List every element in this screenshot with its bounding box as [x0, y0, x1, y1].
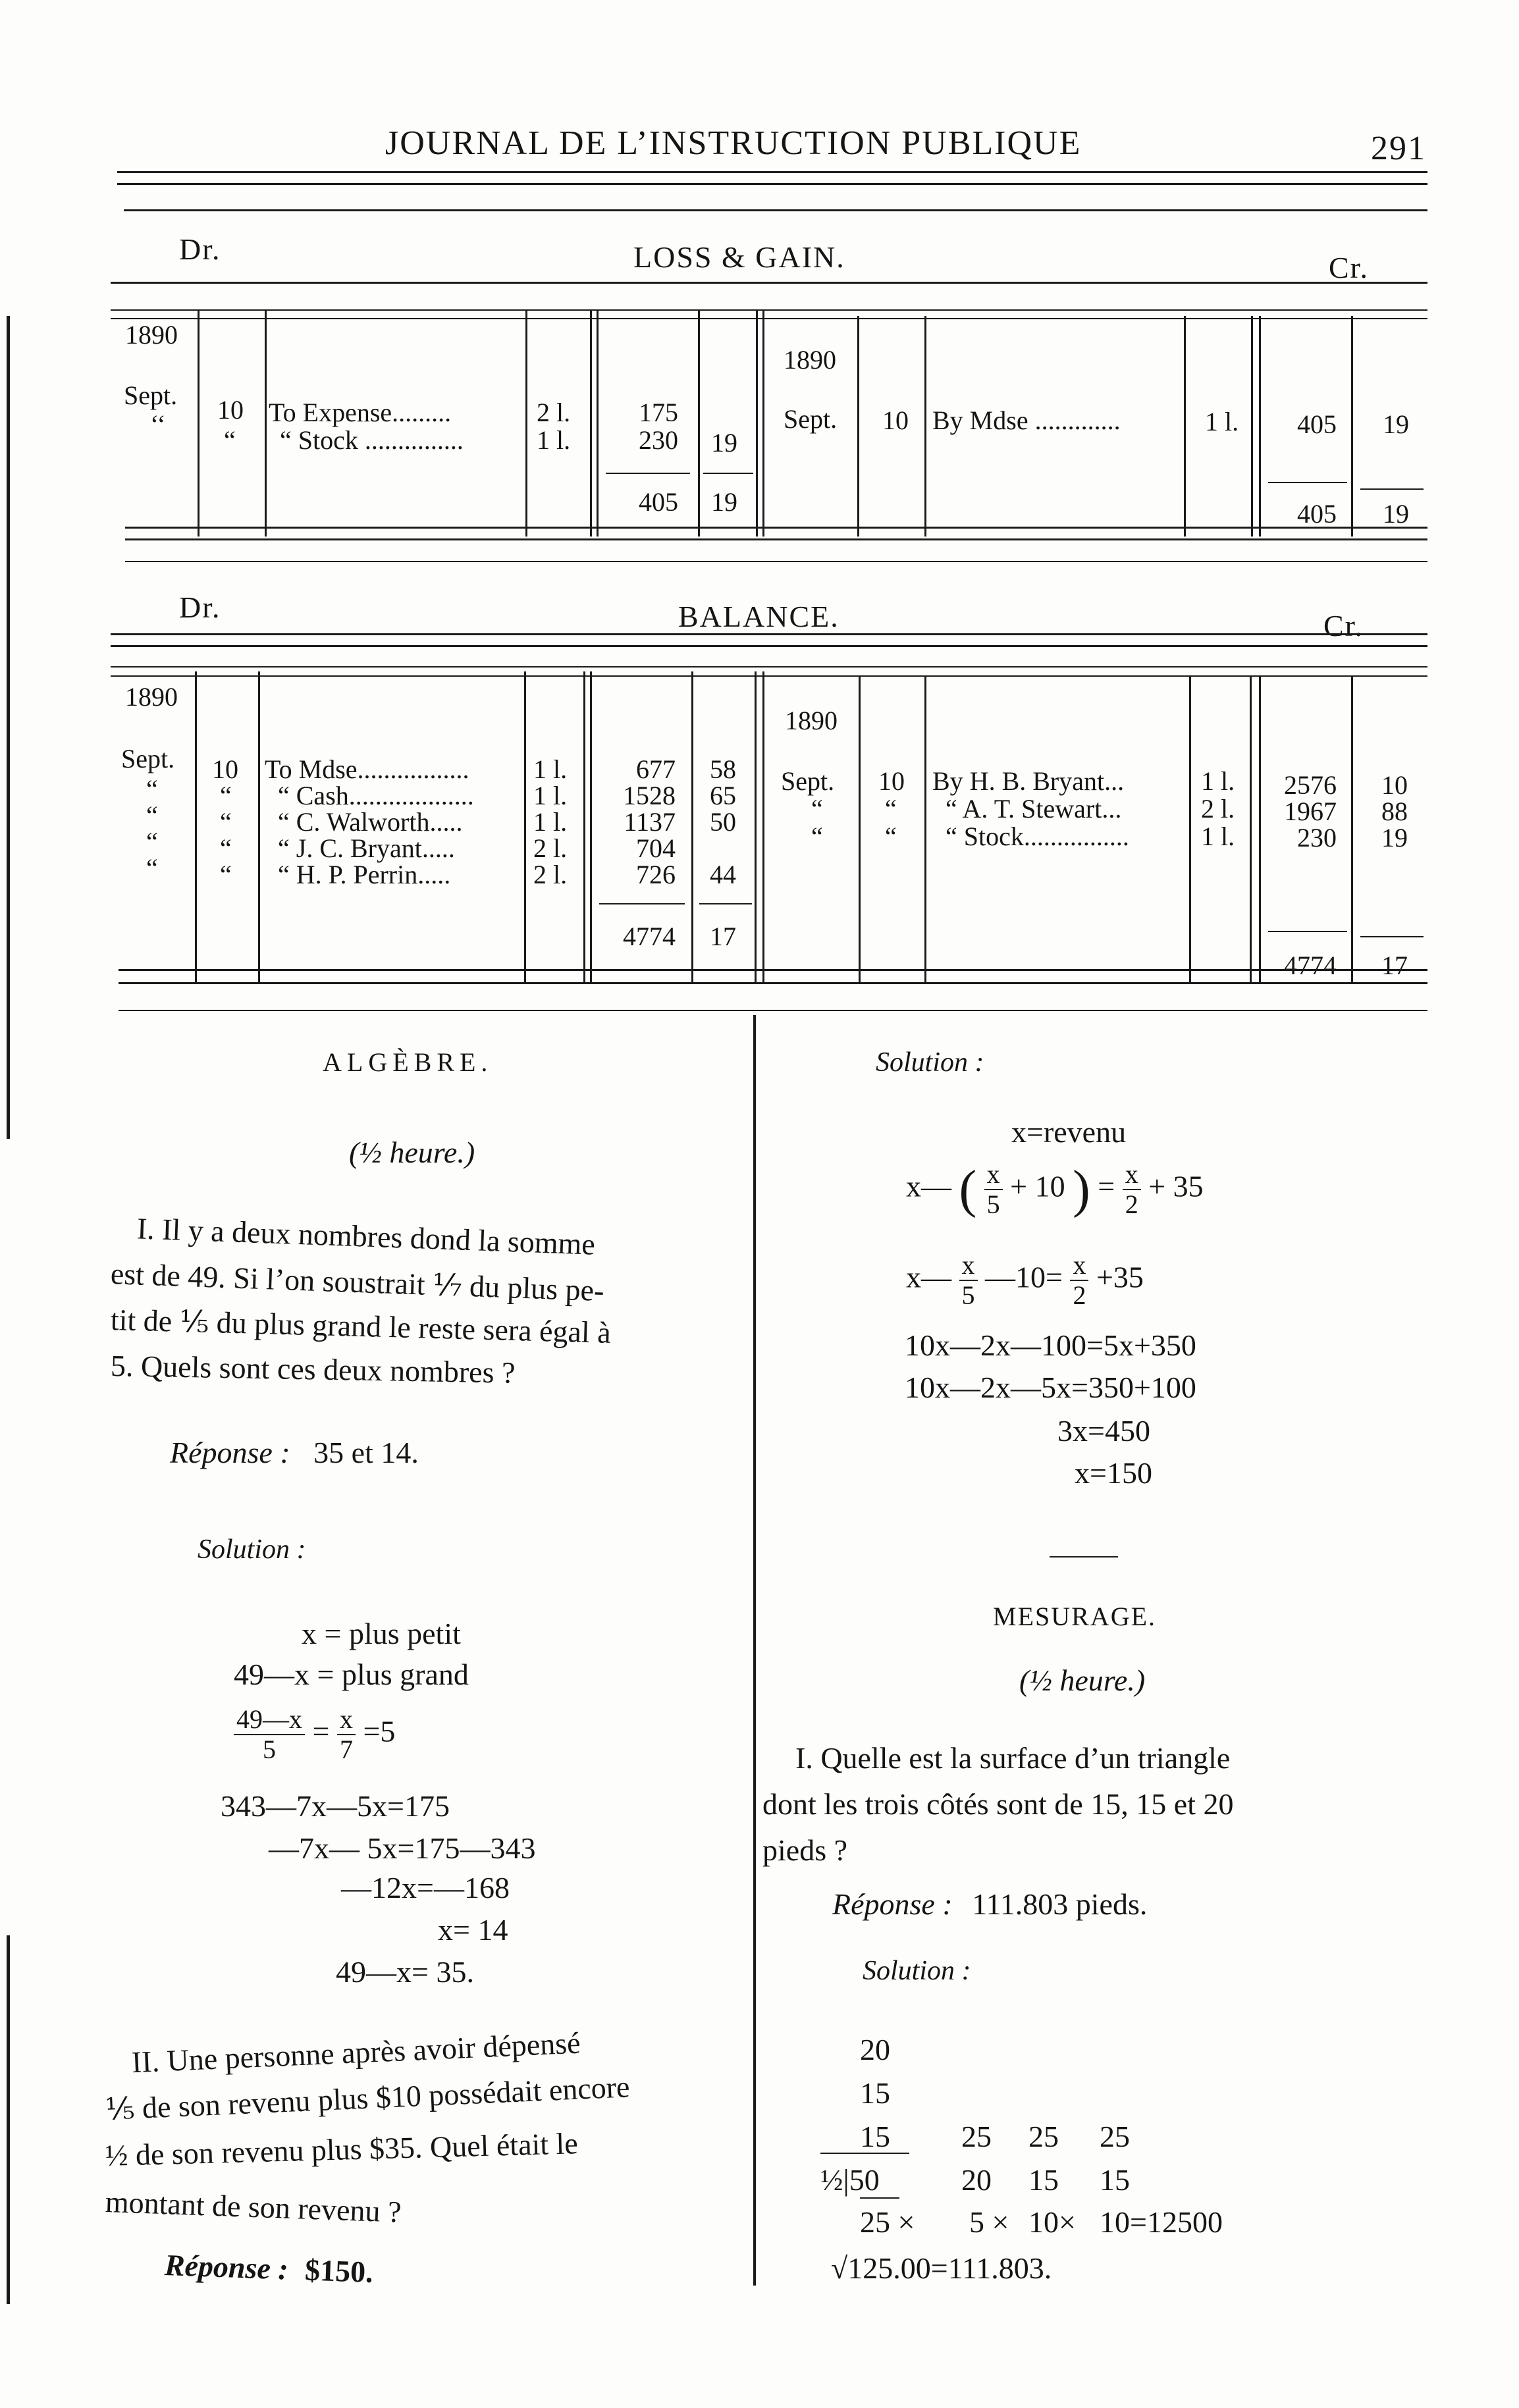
algebre-title: ALGÈBRE.	[323, 1047, 493, 1077]
loss-gain-folio: 1 l.	[537, 425, 571, 455]
loss-gain-left-ditto: ‘‘	[150, 409, 166, 439]
right-solution-line: 10x—2x—100=5x+350	[905, 1328, 1196, 1362]
balance-left-dollars: 677	[636, 754, 676, 784]
calc-line: 15	[860, 2120, 890, 2153]
loss-gain-entry: To Expense.........	[269, 398, 452, 427]
calc-line: ½|50	[820, 2163, 880, 2197]
right-equation-2: x— $\frac{x}{5}$ —10= $\frac{x}{2}$ +35	[906, 1250, 1144, 1310]
calc-line: 15	[1028, 2163, 1059, 2197]
balance-right-entry: “ Stock................	[946, 822, 1129, 851]
balance-ditto-month: “	[146, 853, 158, 883]
calc-line: 15	[1100, 2163, 1130, 2197]
balance-right-total-dollars: 4774	[1284, 951, 1337, 980]
loss-gain-day: “	[224, 425, 236, 455]
binding-edge	[7, 1935, 10, 2304]
balance-left-entry: To Mdse.................	[265, 754, 469, 784]
balance-left-total-dollars: 4774	[623, 922, 676, 951]
balance-left-folio: 1 l.	[533, 807, 568, 837]
loss-gain-left-month: Sept.	[124, 380, 178, 410]
calc-line: 25	[1100, 2120, 1130, 2153]
loss-gain-cr: Cr.	[1329, 251, 1369, 284]
algebre-solution-line: x= 14	[438, 1913, 508, 1947]
right-equation-1: x— ( $\frac{x}{5}$ + 10 ) = $\frac{x}{2}$ + 35	[906, 1159, 1204, 1219]
algebre-answer-2: Réponse : $150.	[164, 2248, 374, 2290]
balance-right-ditto-month: “	[811, 822, 823, 851]
algebre-question-1: I. Il y a deux nombres dond la somme est de 49. Si l’on soustrait ⅐ du plus pe- tit de ⅕ du plus grand le reste sera égal à 5. Quels sont ces deux nombres ?	[110, 1211, 612, 1390]
loss-gain-right-total-cents: 19	[1383, 499, 1409, 529]
algebre-solution-line: —7x— 5x=175—343	[269, 1831, 536, 1865]
balance-right-cents: 88	[1381, 797, 1408, 826]
loss-gain-right-entry: By Mdse .............	[932, 406, 1121, 435]
loss-gain-left-year: 1890	[125, 320, 178, 350]
balance-left-folio: 1 l.	[533, 781, 568, 810]
balance-right-folio: 1 l.	[1201, 766, 1235, 796]
algebre-duration: (½ heure.)	[349, 1136, 475, 1169]
balance-left-cents: 44	[710, 860, 736, 889]
balance-ditto-month: “	[146, 800, 158, 830]
balance-left-dollars: 726	[636, 860, 676, 889]
balance-right-entry: “ A. T. Stewart...	[946, 794, 1122, 824]
right-solution-label: Solution :	[876, 1047, 984, 1078]
balance-left-dollars: 704	[636, 833, 676, 863]
balance-right-dollars: 1967	[1284, 797, 1337, 826]
calc-line: 10=12500	[1100, 2205, 1223, 2239]
mesurage-solution-label: Solution :	[863, 1956, 971, 1986]
loss-gain-right-year: 1890	[784, 345, 836, 375]
balance-left-folio: 1 l.	[533, 754, 568, 784]
balance-left-cents: 50	[710, 807, 736, 837]
balance-dr: Dr.	[179, 590, 221, 624]
balance-right-total-cents: 17	[1381, 951, 1408, 980]
balance-right-day: “	[885, 794, 897, 824]
balance-left-cents: 65	[710, 781, 736, 810]
balance-left-dollars: 1137	[624, 807, 676, 837]
algebre-solution-line: 343—7x—5x=175	[221, 1789, 450, 1823]
balance-right-dollars: 2576	[1284, 770, 1337, 800]
algebre-question-2: II. Une personne après avoir dépensé ⅕ de son revenu plus $10 possédait encore ½ de son revenu plus $35. Quel était le montant de son revenu ?	[104, 2026, 631, 2229]
balance-ditto-month: “	[146, 827, 158, 856]
loss-gain-right-cents: 19	[1383, 409, 1409, 439]
balance-right-year: 1890	[785, 706, 838, 735]
mesurage-answer: Réponse : 111.803 pieds.	[832, 1887, 1148, 1921]
square-root-result: √125.00=111.803.	[831, 2251, 1052, 2285]
loss-gain-folio: 2 l.	[537, 398, 571, 427]
loss-gain-dollars: 230	[639, 425, 678, 455]
calc-line: 10×	[1028, 2205, 1076, 2239]
balance-left-entry: “ J. C. Bryant.....	[278, 833, 455, 863]
balance-left-total-cents: 17	[710, 922, 736, 951]
algebre-solution-line: 49—x = plus grand	[234, 1658, 469, 1691]
balance-right-ditto-month: “	[811, 794, 823, 824]
algebre-solution-line: x = plus petit	[302, 1617, 461, 1650]
section-separator	[1050, 1556, 1118, 1557]
loss-gain-left-total-dollars: 405	[639, 487, 678, 517]
balance-right-day: “	[885, 822, 897, 851]
loss-gain-entry: “ Stock ...............	[280, 425, 464, 455]
right-solution-line: x=150	[1075, 1456, 1152, 1490]
loss-gain-right-total-dollars: 405	[1297, 499, 1337, 529]
algebre-solution-label: Solution :	[198, 1534, 306, 1565]
balance-ditto-month: “	[146, 774, 158, 804]
calc-line: 20	[860, 2033, 890, 2066]
balance-right-day: 10	[878, 766, 905, 796]
algebre-fraction-equation: $\frac{49—x}{5}$ = $\frac{x}{7}$ =5	[234, 1705, 395, 1764]
balance-right-month: Sept.	[781, 766, 835, 796]
algebre-solution-line: —12x=—168	[341, 1871, 510, 1904]
balance-left-day: “	[220, 781, 232, 810]
balance-left-day: “	[220, 860, 232, 889]
calc-line: 25 ×	[860, 2205, 915, 2239]
balance-left-folio: 2 l.	[533, 860, 568, 889]
loss-gain-right-dollars: 405	[1297, 409, 1337, 439]
balance-right-folio: 2 l.	[1201, 794, 1235, 824]
loss-gain-right-day: 10	[882, 406, 909, 435]
algebre-solution-line: 49—x= 35.	[336, 1955, 474, 1989]
mesurage-duration: (½ heure.)	[1019, 1663, 1146, 1697]
balance-right-cents: 19	[1381, 823, 1408, 852]
balance-left-day: 10	[212, 754, 238, 784]
balance-left-day: “	[220, 807, 232, 837]
right-solution-line: x=revenu	[1011, 1115, 1127, 1149]
balance-right-folio: 1 l.	[1201, 822, 1235, 851]
balance-left-entry: “ C. Walworth.....	[278, 807, 463, 837]
balance-right-cents: 10	[1381, 770, 1408, 800]
balance-left-year: 1890	[125, 682, 178, 712]
loss-gain-day: 10	[217, 395, 244, 425]
binding-edge	[7, 316, 10, 1139]
balance-left-cents: 58	[710, 754, 736, 784]
balance-left-folio: 2 l.	[533, 833, 568, 863]
balance-left-month: Sept.	[121, 744, 175, 773]
mesurage-title: MESURAGE.	[993, 1602, 1157, 1631]
loss-gain-dollars: 175	[639, 398, 678, 427]
balance-right-dollars: 230	[1297, 823, 1337, 852]
mesurage-question: I. Quelle est la surface d’un triangle dont les trois côtés sont de 15, 15 et 20 pieds ?	[762, 1741, 1234, 1867]
balance-right-entry: By H. B. Bryant...	[932, 766, 1125, 796]
loss-gain-dr: Dr.	[179, 232, 221, 266]
right-solution-line: 10x—2x—5x=350+100	[905, 1371, 1196, 1404]
loss-gain-right-folio: 1 l.	[1205, 407, 1239, 436]
balance-left-dollars: 1528	[623, 781, 676, 810]
calc-line: 25	[1028, 2120, 1059, 2153]
page-number: 291	[1371, 130, 1426, 167]
column-divider	[753, 1015, 756, 2286]
balance-left-day: “	[220, 833, 232, 863]
loss-gain-right-month: Sept.	[784, 404, 838, 434]
loss-gain-cents: 19	[711, 428, 737, 458]
calc-line: 15	[860, 2076, 890, 2110]
journal-title: JOURNAL DE L’INSTRUCTION PUBLIQUE	[385, 124, 1082, 162]
algebre-answer-1: Réponse : 35 et 14.	[170, 1436, 419, 1469]
loss-gain-title: LOSS & GAIN.	[633, 240, 845, 274]
balance-title: BALANCE.	[678, 600, 839, 633]
calc-line: 20	[961, 2163, 992, 2197]
balance-left-entry: “ Cash...................	[278, 781, 474, 810]
balance-cr: Cr.	[1323, 609, 1364, 642]
balance-left-entry: “ H. P. Perrin.....	[278, 860, 451, 889]
right-solution-line: 3x=450	[1057, 1414, 1150, 1448]
calc-line: 5 ×	[969, 2205, 1009, 2239]
calc-line: 25	[961, 2120, 992, 2153]
loss-gain-left-total-cents: 19	[711, 487, 737, 517]
